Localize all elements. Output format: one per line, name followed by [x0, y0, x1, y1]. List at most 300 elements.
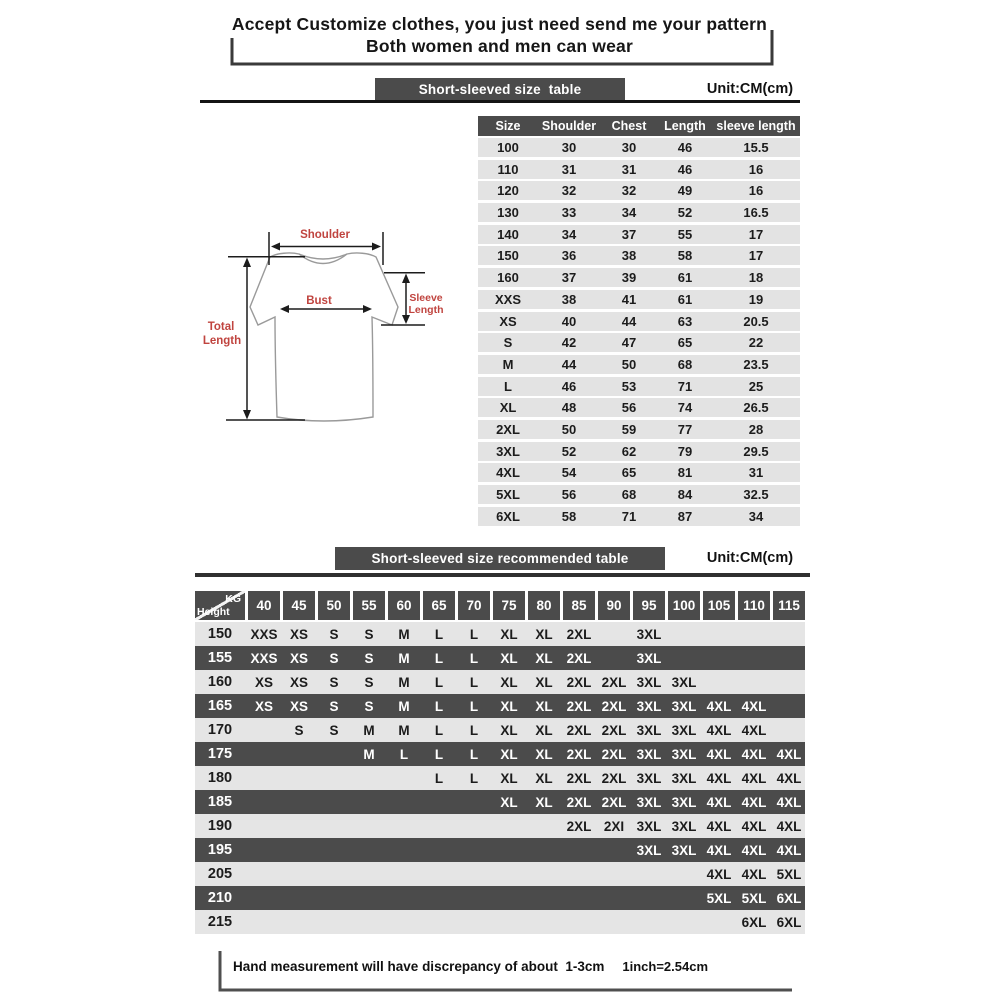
size-table-cell: 55 [677, 226, 693, 242]
size-table-cell: 58 [677, 248, 693, 264]
size-table-cell: 110 [497, 161, 519, 177]
recommend-size-cell: 3XL [671, 746, 697, 762]
size-table-cell: 58 [561, 508, 577, 524]
size-table-row [478, 290, 800, 309]
recommend-size-cell: L [469, 674, 479, 690]
size-table-cell: 32 [621, 183, 637, 199]
recommend-table-row [195, 814, 805, 838]
footer-note [233, 959, 708, 974]
recommend-table-title-bar [335, 547, 665, 570]
height-label-cell: 150 [207, 626, 233, 642]
recommend-size-cell: M [398, 698, 410, 714]
recommend-size-cell: M [398, 722, 410, 738]
sleeve-length-label-line2: Length [408, 304, 444, 316]
size-table-cell: 56 [621, 400, 637, 416]
size-table-cell: 53 [621, 378, 637, 394]
size-table-cell: 25 [748, 378, 764, 394]
recommend-size-cell: 4XL [741, 866, 767, 882]
size-table-cell: 50 [621, 356, 637, 372]
weight-header-cell: 105 [703, 591, 735, 620]
sleeve-length-label-line1: Sleeve [409, 292, 443, 304]
height-label-cell: 190 [207, 818, 233, 834]
size-table-cell: 61 [677, 270, 693, 286]
weight-header-cell: 50 [318, 591, 350, 620]
height-label-cell: 215 [207, 914, 233, 930]
recommend-size-cell: 4XL [741, 746, 767, 762]
recommend-size-cell: 4XL [776, 842, 802, 858]
size-table-cell: 29.5 [743, 443, 769, 459]
recommend-size-cell: 4XL [776, 818, 802, 834]
recommend-size-cell: 2XL [566, 698, 592, 714]
size-table-row [478, 377, 800, 396]
size-table-cell: 65 [677, 335, 693, 351]
kg-height-corner-cell [195, 591, 245, 620]
bust-label: Bust [306, 295, 332, 307]
recommend-size-cell: 2XL [566, 722, 592, 738]
size-table-cell: 68 [621, 487, 637, 502]
size-table-cell: 50 [561, 421, 577, 437]
size-table-row [478, 203, 800, 222]
height-label-cell: 170 [207, 722, 233, 738]
middle-divider [195, 573, 810, 577]
recommend-size-cell: 2XL [566, 746, 592, 762]
size-table-row [478, 420, 800, 439]
height-label-cell: 195 [207, 842, 233, 858]
recommend-header-row [195, 591, 805, 620]
recommend-size-cell: XL [535, 770, 553, 786]
size-table-cell: 34 [621, 205, 637, 221]
recommend-table-title: Short-sleeved size recommended table [371, 551, 629, 566]
recommend-size-cell: XL [535, 746, 553, 762]
recommend-table-row [195, 910, 805, 934]
size-table-cell: 54 [561, 465, 577, 481]
recommend-size-cell: S [329, 626, 339, 642]
tshirt-outline [250, 253, 398, 421]
size-table-row [478, 181, 800, 200]
recommend-size-cell: L [434, 650, 444, 666]
recommend-size-cell: 4XL [706, 722, 732, 738]
size-table-cell: 17 [748, 226, 764, 242]
size-table-cell: 28 [748, 421, 764, 437]
size-table-cell: 41 [621, 291, 637, 307]
recommend-size-cell: XS [289, 674, 308, 690]
recommend-size-cell: XL [500, 770, 518, 786]
size-table-cell: 40 [561, 313, 577, 329]
recommend-size-cell: 3XL [636, 794, 662, 810]
weight-header-cell: 75 [493, 591, 525, 620]
size-table-cell: 39 [621, 270, 637, 286]
size-table-cell: XL [499, 400, 517, 416]
recommend-size-cell: 4XL [741, 842, 767, 858]
recommend-size-cell: 3XL [636, 674, 662, 690]
recommend-size-cell: 3XL [636, 698, 662, 714]
recommend-size-cell: 6XL [741, 914, 767, 930]
size-table-cell: 2XL [496, 421, 520, 437]
size-table-cell: XXS [494, 291, 521, 307]
recommend-size-cell: 3XL [671, 674, 697, 690]
recommend-size-cell: 3XL [671, 794, 697, 810]
recommend-size-cell: 6XL [776, 890, 802, 906]
size-table-header-cell: Chest [611, 119, 647, 133]
recommend-table-row [195, 718, 805, 742]
size-table-cell: 48 [561, 400, 577, 416]
recommend-size-cell: 3XL [636, 770, 662, 786]
recommend-size-cell: L [469, 698, 479, 714]
recommend-size-cell: XL [535, 626, 553, 642]
recommend-table-unit: Unit:CM(cm) [706, 550, 794, 566]
size-table-cell: M [502, 356, 514, 372]
recommend-size-cell: 4XL [741, 794, 767, 810]
size-table-cell: 52 [561, 443, 577, 459]
recommend-size-cell: S [364, 674, 374, 690]
recommend-size-cell: 5XL [706, 890, 732, 906]
recommend-table-row [195, 766, 805, 790]
recommend-size-cell: L [434, 770, 444, 786]
recommend-size-cell: 3XL [671, 842, 697, 858]
size-table-row [478, 398, 800, 417]
size-table-cell: 38 [561, 291, 577, 307]
recommend-size-cell: 4XL [706, 842, 732, 858]
weight-header-cell: 70 [458, 591, 490, 620]
height-label-cell: 165 [207, 698, 233, 714]
recommend-table-row [195, 694, 805, 718]
weight-header-cell: 55 [353, 591, 385, 620]
recommend-size-cell: 3XL [671, 770, 697, 786]
size-table-cell: 17 [748, 248, 764, 264]
weight-header-cell: 65 [423, 591, 455, 620]
total-length-label-line1: Total [207, 321, 235, 333]
size-table-cell: 5XL [496, 487, 520, 502]
size-table-cell: L [504, 378, 512, 394]
recommend-table-row [195, 862, 805, 886]
recommend-size-cell: L [469, 626, 479, 642]
weight-header-cell: 110 [738, 591, 770, 620]
recommend-table-row [195, 670, 805, 694]
recommend-size-cell: 3XL [636, 842, 662, 858]
weight-header-cell: 90 [598, 591, 630, 620]
size-table-cell: 36 [561, 248, 577, 264]
size-table-cell: 22 [748, 335, 764, 351]
recommend-size-cell: L [399, 746, 409, 762]
recommend-size-cell: M [363, 722, 375, 738]
recommend-table-row [195, 838, 805, 862]
recommend-size-cell: L [469, 722, 479, 738]
size-table-row [478, 312, 800, 331]
recommend-size-cell: L [434, 722, 444, 738]
recommend-size-cell: 4XL [776, 794, 802, 810]
corner-kg-label: KG [225, 593, 241, 605]
recommend-size-cell: XS [254, 674, 273, 690]
size-table-cell: 100 [497, 140, 519, 155]
size-table-cell: 74 [677, 400, 693, 416]
size-table-cell: 34 [748, 508, 764, 524]
size-table-cell: 59 [621, 421, 637, 437]
recommend-size-cell: S [364, 698, 374, 714]
weight-header-cell: 100 [668, 591, 700, 620]
size-table-cell: 77 [677, 421, 693, 437]
height-label-cell: 205 [207, 866, 233, 882]
recommend-size-cell: 4XL [741, 698, 767, 714]
size-table-cell: 31 [561, 161, 577, 177]
measurement-note: Hand measurement will have discrepancy of about 1-3cm [233, 959, 605, 974]
weight-header-cell: 80 [528, 591, 560, 620]
size-table-header-cell: Size [495, 119, 521, 133]
size-table-cell: 63 [677, 313, 693, 329]
recommend-size-cell: XL [500, 650, 518, 666]
recommend-size-cell: XL [500, 698, 518, 714]
recommend-size-cell: L [469, 746, 479, 762]
size-table-cell: 23.5 [743, 356, 769, 372]
recommend-size-cell: 4XL [741, 722, 767, 738]
headline-line1: Accept Customize clothes, you just need send me your pattern [231, 14, 768, 34]
recommend-size-cell: 4XL [706, 818, 732, 834]
size-table-cell: S [503, 335, 513, 351]
size-table-row [478, 138, 800, 157]
recommend-size-cell: L [434, 674, 444, 690]
weight-header-cell: 85 [563, 591, 595, 620]
recommend-size-cell: M [398, 674, 410, 690]
recommend-size-cell: 3XL [671, 818, 697, 834]
size-table-row [478, 160, 800, 179]
weight-header-cell: 45 [283, 591, 315, 620]
recommend-size-cell: L [434, 626, 444, 642]
height-label-cell: 155 [207, 650, 233, 666]
recommend-size-cell: 4XL [706, 746, 732, 762]
weight-header-cell: 115 [773, 591, 805, 620]
recommend-size-cell: S [329, 674, 339, 690]
size-table-row [478, 333, 800, 352]
recommend-size-cell: L [434, 698, 444, 714]
recommend-size-cell: XS [289, 626, 308, 642]
size-table-body [478, 138, 800, 526]
recommend-size-cell: XL [535, 650, 553, 666]
recommend-size-cell: 3XL [636, 746, 662, 762]
recommend-size-cell: S [329, 698, 339, 714]
size-table-row [478, 246, 800, 265]
size-table-cell: 26.5 [743, 400, 769, 416]
recommend-table [195, 591, 805, 934]
recommend-size-cell: 2XL [566, 626, 592, 642]
recommend-size-cell: 3XL [671, 722, 697, 738]
size-table-row [478, 442, 800, 461]
recommend-size-cell: 3XL [636, 650, 662, 666]
recommend-size-cell: 4XL [741, 818, 767, 834]
recommend-size-cell: L [469, 770, 479, 786]
size-table-cell: 4XL [496, 465, 520, 481]
weight-header-cell: 95 [633, 591, 665, 620]
recommend-size-cell: S [329, 650, 339, 666]
size-table-cell: 84 [677, 487, 693, 502]
size-table-cell: 150 [497, 248, 519, 264]
recommend-table-body [195, 622, 805, 934]
size-table-row [478, 268, 800, 287]
recommend-size-cell: XL [535, 722, 553, 738]
recommend-size-cell: 6XL [776, 914, 802, 930]
recommend-size-cell: XL [500, 674, 518, 690]
recommend-size-cell: S [364, 650, 374, 666]
recommend-size-cell: 2XL [566, 674, 592, 690]
recommend-size-cell: 4XL [776, 746, 802, 762]
recommend-size-cell: 2XL [601, 794, 627, 810]
recommend-size-cell: 2XI [603, 818, 625, 834]
recommend-size-cell: XL [500, 794, 518, 810]
weight-header-cell: 40 [248, 591, 280, 620]
recommend-size-cell: 4XL [741, 770, 767, 786]
recommend-size-cell: 3XL [636, 626, 662, 642]
size-table-cell: 31 [621, 161, 637, 177]
size-table-cell: 42 [561, 335, 577, 351]
weight-header-cell: 60 [388, 591, 420, 620]
size-table-row [478, 463, 800, 482]
recommend-size-cell: L [469, 650, 479, 666]
recommend-size-cell: M [398, 626, 410, 642]
size-table-cell: 32 [561, 183, 577, 199]
size-table-cell: 65 [621, 465, 637, 481]
size-table-unit: Unit:CM(cm) [706, 81, 794, 97]
total-length-label-line2: Length [202, 335, 242, 347]
recommend-size-cell: XL [535, 698, 553, 714]
size-table-header-row [478, 116, 800, 136]
size-table-row [478, 355, 800, 374]
size-table-cell: 46 [561, 378, 577, 394]
size-table-cell: 87 [677, 508, 693, 524]
size-table-title-bar [375, 78, 625, 100]
size-table-cell: 38 [621, 248, 637, 264]
size-table-cell: 16 [748, 161, 764, 177]
size-table-cell: 33 [561, 205, 577, 221]
size-table-cell: 52 [677, 205, 693, 221]
height-label-cell: 175 [207, 746, 233, 762]
recommend-size-cell: 3XL [671, 698, 697, 714]
recommend-size-cell: S [329, 722, 339, 738]
recommend-size-cell: 2XL [566, 794, 592, 810]
recommend-size-cell: XL [535, 674, 553, 690]
tshirt-measurement-diagram [195, 216, 457, 444]
recommend-size-cell: XL [500, 722, 518, 738]
size-table-cell: 37 [621, 226, 637, 242]
size-table-header-cell: Shoulder [541, 119, 597, 133]
recommend-table-row [195, 646, 805, 670]
size-table-cell: 30 [621, 140, 637, 155]
top-divider [200, 100, 800, 103]
recommend-size-cell: 3XL [636, 818, 662, 834]
inch-conversion-note: 1inch=2.54cm [622, 959, 709, 974]
size-table-cell: 16 [748, 183, 764, 199]
size-table-cell: 79 [677, 443, 693, 459]
size-table-cell: 3XL [496, 443, 520, 459]
size-table-cell: 61 [677, 291, 693, 307]
size-table [478, 116, 800, 528]
recommend-size-cell: 2XL [566, 818, 592, 834]
recommend-size-cell: 5XL [741, 890, 767, 906]
size-table-cell: 15.5 [743, 140, 769, 155]
size-table-cell: 46 [677, 161, 693, 177]
size-table-cell: 62 [621, 443, 637, 459]
recommend-size-cell: 5XL [776, 866, 802, 882]
shoulder-label: Shoulder [300, 229, 350, 241]
size-table-cell: 160 [497, 270, 519, 286]
size-table-cell: 71 [677, 378, 693, 394]
size-table-row [478, 507, 800, 526]
recommend-size-cell: XL [535, 794, 553, 810]
size-table-header-cell: Length [664, 119, 706, 133]
size-table-cell: 47 [621, 335, 637, 351]
size-table-cell: 18 [748, 270, 764, 286]
size-table-cell: 6XL [496, 508, 520, 524]
measure-arrows [226, 232, 425, 420]
recommend-size-cell: S [364, 626, 374, 642]
recommend-size-cell: S [294, 722, 304, 738]
recommend-size-cell: XXS [250, 650, 278, 666]
size-table-row [478, 225, 800, 244]
recommend-table-row [195, 742, 805, 766]
recommend-size-cell: 4XL [776, 770, 802, 786]
headline-bracket [230, 27, 774, 67]
size-table-cell: 30 [561, 140, 577, 155]
headline-line2: Both women and men can wear [366, 36, 633, 56]
recommend-size-cell: 2XL [601, 770, 627, 786]
size-table-cell: XS [499, 313, 517, 329]
size-table-row [478, 485, 800, 504]
size-table-cell: 46 [677, 140, 693, 155]
size-table-header-cell: sleeve length [716, 119, 796, 133]
recommend-size-cell: XL [500, 626, 518, 642]
size-table-cell: 34 [561, 226, 577, 242]
recommend-size-cell: 2XL [601, 698, 627, 714]
height-label-cell: 210 [207, 890, 233, 906]
size-table-cell: 130 [497, 205, 519, 221]
recommend-size-cell: XS [289, 650, 308, 666]
size-table-cell: 44 [561, 356, 577, 372]
size-table-cell: 49 [677, 183, 693, 199]
size-table-cell: 31 [748, 465, 764, 481]
corner-height-label: Height [197, 606, 230, 618]
height-label-cell: 185 [207, 794, 233, 810]
recommend-size-cell: L [434, 746, 444, 762]
recommend-size-cell: 3XL [636, 722, 662, 738]
recommend-size-cell: 4XL [706, 770, 732, 786]
size-table-cell: 81 [677, 465, 693, 481]
recommend-table-row [195, 622, 805, 646]
size-table-cell: 19 [748, 291, 764, 307]
size-table-cell: 37 [561, 270, 577, 286]
size-table-cell: 120 [497, 183, 519, 199]
recommend-table-row [195, 886, 805, 910]
recommend-size-cell: XXS [250, 626, 278, 642]
size-table-cell: 44 [621, 313, 637, 329]
size-table-cell: 56 [561, 487, 577, 502]
size-table-cell: 20.5 [743, 313, 769, 329]
size-table-cell: 32.5 [743, 487, 769, 502]
size-table-cell: 16.5 [743, 205, 769, 221]
recommend-size-cell: M [363, 746, 375, 762]
size-table-cell: 68 [677, 356, 693, 372]
recommend-size-cell: 4XL [706, 794, 732, 810]
recommend-size-cell: XS [289, 698, 308, 714]
size-table-cell: 71 [621, 508, 637, 524]
recommend-size-cell: 2XL [601, 746, 627, 762]
size-table-cell: 140 [497, 226, 519, 242]
recommend-size-cell: 4XL [706, 698, 732, 714]
recommend-size-cell: XL [500, 746, 518, 762]
recommend-size-cell: 2XL [601, 674, 627, 690]
recommend-size-cell: XS [254, 698, 273, 714]
height-label-cell: 180 [207, 770, 233, 786]
recommend-size-cell: M [398, 650, 410, 666]
recommend-size-cell: 2XL [566, 770, 592, 786]
size-table-title: Short-sleeved size table [418, 81, 582, 97]
height-label-cell: 160 [207, 674, 233, 690]
